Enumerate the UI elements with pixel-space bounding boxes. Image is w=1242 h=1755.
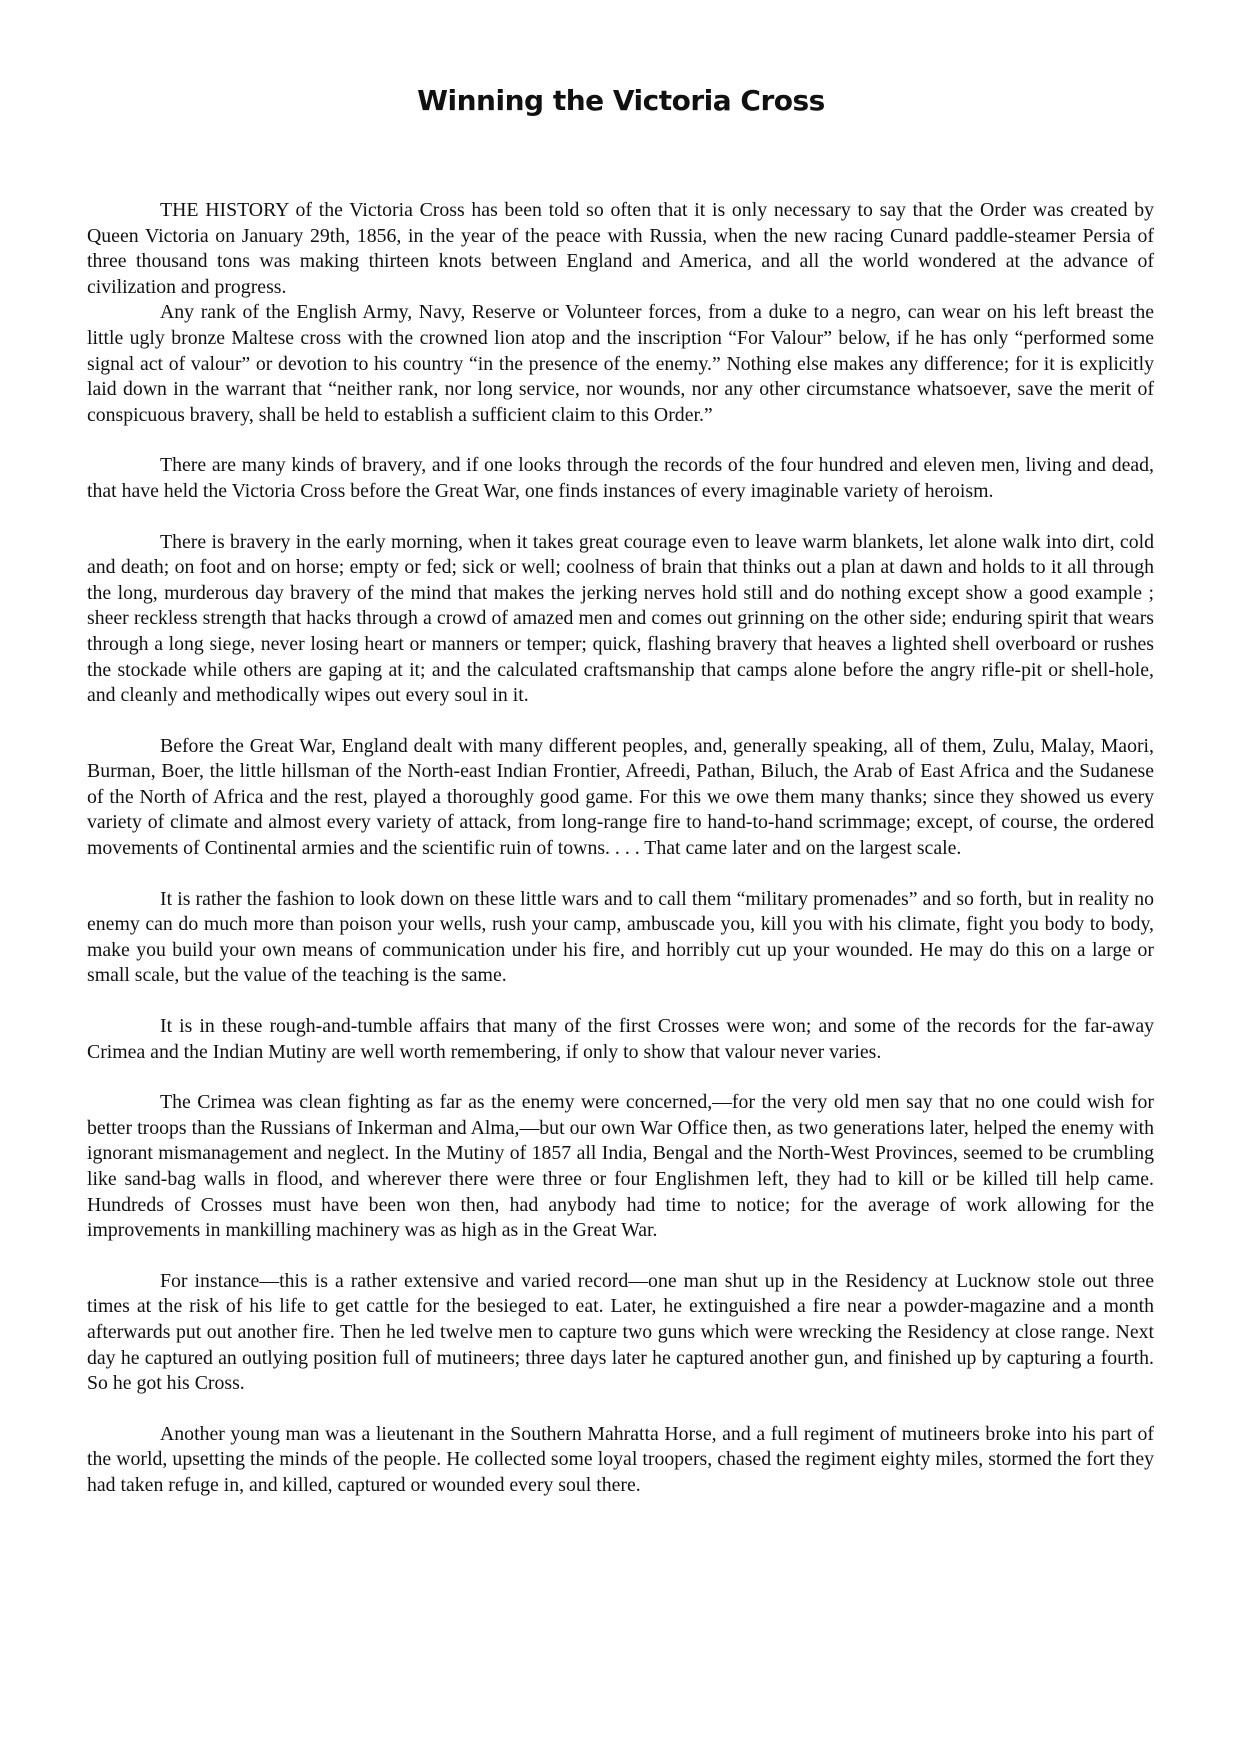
paragraph: Another young man was a lieutenant in the Southern Mahratta Horse, and a full regiment of mutineers broke into his part of the world, upsetting the minds of the people. He collected some loyal troopers, chased the regiment eighty miles, stormed the fort they had taken refuge in, and killed, captured or wounded every soul there. <box>87 1422 1154 1496</box>
paragraph: There are many kinds of bravery, and if one looks through the records of the four hundred and eleven men, living and dead, that have held the Victoria Cross before the Great War, one finds instances of every imaginable variety of heroism. <box>87 454 1154 502</box>
paragraph: It is in these rough-and-tumble affairs that many of the first Crosses were won; and some of the records for the far-away Crimea and the Indian Mutiny are well worth remembering, if only to show that valour never varies. <box>87 1015 1154 1063</box>
paragraph: The Crimea was clean fighting as far as the enemy were concerned,—for the very old men say that no one could wish for better troops than the Russians of Inkerman and Alma,—but our own War Office then, as two generations later, helped the enemy with ignorant mismanagement and neglect. In the Mutiny of 1857 all India, Bengal and the North-West Provinces, seemed to be crumbling like sand-bag walls in flood, and wherever there were three or four Englishmen left, they had to kill or be killed till help came. Hundreds of Crosses must have been won then, had anybody had time to notice; for the average of work allowing for the improvements in mankilling machinery was as high as in the Great War. <box>87 1091 1154 1242</box>
page-title: Winning the Victoria Cross <box>417 84 825 117</box>
paragraph: It is rather the fashion to look down on these little wars and to call them “military promenades” and so forth, but in reality no enemy can do much more than poison your wells, rush your camp, ambuscade you, kill you with his climate, fight you body to body, make you build your own means of communication under his fire, and horribly cut up your wounded. He may do this on a large or small scale, but the value of the teaching is the same. <box>87 887 1154 987</box>
paragraph: There is bravery in the early morning, when it takes great courage even to leave warm blankets, let alone walk into dirt, cold and death; on foot and on horse; empty or fed; sick or well; coolness of brain that thinks out a plan at dawn and holds to it all through the long, murderous day bravery of the mind that makes the jerking nerves hold still and do nothing except show a good example ; sheer reckless strength that hacks through a crowd of amazed men and comes out grinning on the other side; enduring spirit that wears through a long siege, never losing heart or manners or temper; quick, flashing bravery that heaves a lighted shell overboard or rushes the stockade while others are gaping at it; and the calculated craftsmanship that camps alone before the angry rifle-pit or shell-hole, and cleanly and methodically wipes out every soul in it. <box>87 530 1154 707</box>
article-body <box>87 198 1154 1499</box>
paragraph: THE HISTORY of the Victoria Cross has been told so often that it is only necessary to say that the Order was created by Queen Victoria on January 29th, 1856, in the year of the peace with Russia, when the new racing Cunard paddle-steamer Persia of three thousand tons was making thirteen knots between England and America, and all the world wondered at the advance of civilization and progress. <box>87 199 1154 298</box>
paragraph: Any rank of the English Army, Navy, Reserve or Volunteer forces, from a duke to a negro, can wear on his left breast the little ugly bronze Maltese cross with the crowned lion atop and the inscription “For Valour” below, if he has only “performed some signal act of valour” or devotion to his country “in the presence of the enemy.” Nothing else makes any difference; for it is explicitly laid down in the warrant that “neither rank, nor long service, nor wounds, nor any other circumstance whatsoever, save the merit of conspicuous bravery, shall be held to establish a sufficient claim to this Order.” <box>87 301 1154 426</box>
paragraph: Before the Great War, England dealt with many different peoples, and, generally speaking, all of them, Zulu, Malay, Maori, Burman, Boer, the little hillsman of the North-east Indian Frontier, Afreedi, Pathan, Biluch, the Arab of East Africa and the Sudanese of the North of Africa and the rest, played a thoroughly good game. For this we owe them many thanks; since they showed us every variety of climate and almost every variety of attack, from long-range fire to hand-to-hand scrimmage; except, of course, the ordered movements of Continental armies and the scientific ruin of towns. . . . That came later and on the largest scale. <box>87 734 1154 860</box>
paragraph: For instance—this is a rather extensive and varied record—one man shut up in the Residency at Lucknow stole out three times at the risk of his life to get cattle for the besieged to eat. Later, he extinguished a fire near a powder-magazine and a month afterwards put out another fire. Then he led twelve men to capture two guns which were wrecking the Residency at close range. Next day he captured an outlying position full of mutineers; three days later he captured another gun, and finished up by capturing a fourth. So he got his Cross. <box>87 1269 1154 1395</box>
